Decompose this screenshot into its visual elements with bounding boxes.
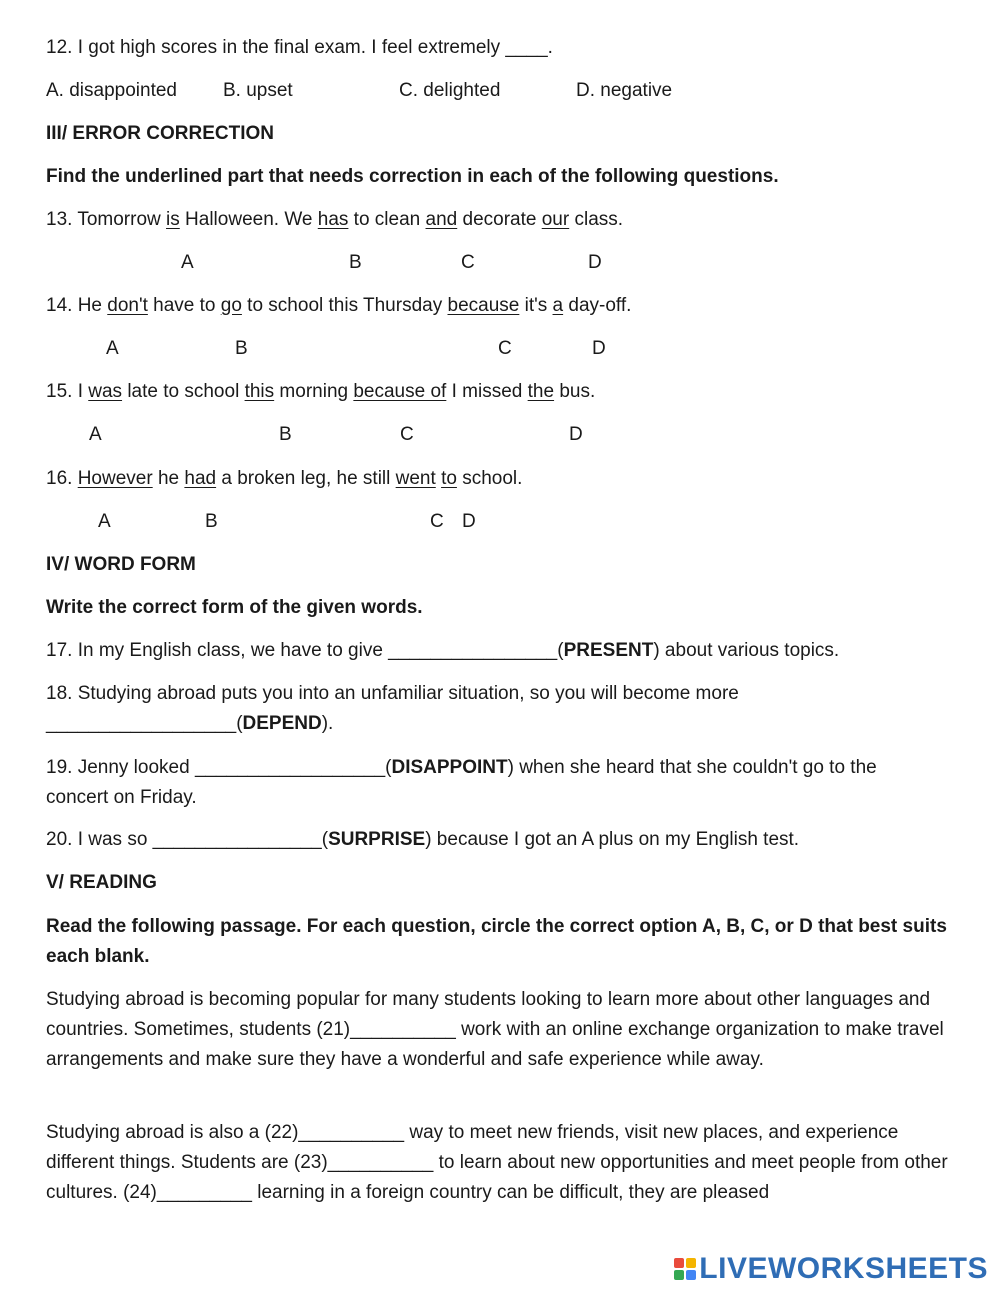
underlined-part-d[interactable]: our [541,209,570,230]
question-18: 18. Studying abroad puts you into an unfamiliar situation, so you will become more [46,683,739,704]
logo-square-blue [686,1270,696,1280]
underlined-part-b[interactable]: has [317,209,349,230]
underlined-part-b[interactable]: go [220,295,242,316]
section-5-instruction: Read the following passage. For each question, circle the correct option A, B, C, or D that best suits each blank. [46,916,947,967]
section-4-title: IV/ WORD FORM [46,554,196,575]
letter-b: B [205,511,218,532]
underlined-part-d[interactable]: to [441,468,457,489]
section-5-title: V/ READING [46,872,157,893]
letter-c: C [400,424,414,445]
reading-paragraph-2: Studying abroad is also a (22)__________ way to meet new friends, visit new places, and experience different things. Students are (23)__________ to learn about new opportunities and meet people from other cultures. (24)_________ learning in a foreign country can be difficult, they are pleased [46,1122,948,1203]
logo-square-green [674,1270,684,1280]
letter-c: C [430,511,444,532]
letter-c: C [461,252,475,273]
given-word: DISAPPOINT [391,757,508,778]
letter-a: A [181,252,194,273]
underlined-part-c[interactable]: because [447,295,520,316]
underlined-part-d[interactable]: a [552,295,564,316]
underlined-part-b[interactable]: this [244,381,275,402]
letter-b: B [235,338,248,359]
underlined-part-a[interactable]: was [88,381,123,402]
question-17: 17. In my English class, we have to give ________________(PRESENT) about various topics. [46,640,840,661]
letter-c: C [498,338,512,359]
question-19-line-2: concert on Friday. [46,787,197,808]
underlined-part-a[interactable]: don't [107,295,148,316]
underlined-part-c[interactable]: because of [353,381,447,402]
section-4-instruction: Write the correct form of the given words. [46,597,423,618]
underlined-part-d[interactable]: the [527,381,555,402]
question-18-line-2: __________________(DEPEND). [46,713,334,734]
underlined-part-c[interactable]: went [395,468,436,489]
logo-square-yellow [686,1258,696,1268]
logo-icon [674,1258,696,1280]
option-b[interactable]: B. upset [223,80,293,101]
given-word: PRESENT [563,640,654,661]
underlined-part-c[interactable]: and [425,209,458,230]
option-a[interactable]: A. disappointed [46,80,177,101]
underlined-part-a[interactable]: However [77,468,153,489]
question-12: 12. I got high scores in the final exam. I feel extremely ____. [46,37,553,58]
letter-b: B [279,424,292,445]
letter-d: D [592,338,606,359]
given-word: DEPEND [242,713,322,734]
option-d[interactable]: D. negative [576,80,673,101]
question-19: 19. Jenny looked __________________(DISAPPOINT) when she heard that she couldn't go to the [46,757,877,778]
letter-a: A [98,511,111,532]
question-12-options [46,76,946,106]
letter-a: A [106,338,119,359]
letter-a: A [89,424,102,445]
letter-d: D [569,424,583,445]
underlined-part-b[interactable]: had [184,468,217,489]
option-c[interactable]: C. delighted [399,80,501,101]
letter-d: D [462,511,476,532]
question-16: 16. However he had a broken leg, he still went to school. [46,468,523,489]
question-20: 20. I was so ________________(SURPRISE) because I got an A plus on my English test. [46,829,800,850]
letter-d: D [588,252,602,273]
liveworksheets-logo[interactable] [674,1252,988,1286]
logo-square-red [674,1258,684,1268]
given-word: SURPRISE [328,829,426,850]
underlined-part-a[interactable]: is [166,209,180,230]
section-3-instruction: Find the underlined part that needs correction in each of the following questions. [46,166,779,187]
letter-b: B [349,252,362,273]
logo-text: LIVEWORKSHEETS [699,1252,988,1285]
question-13: 13. Tomorrow is Halloween. We has to clean and decorate our class. [46,209,624,230]
question-15: 15. I was late to school this morning because of I missed the bus. [46,381,596,402]
question-14: 14. He don't have to go to school this Thursday because it's a day-off. [46,295,632,316]
section-3-title: III/ ERROR CORRECTION [46,123,275,144]
reading-paragraph-1: Studying abroad is becoming popular for many students looking to learn more about other languages and countries. Sometimes, students (21)__________ work with an online exchange organization to make travel arrangements and make sure they have a wonderful and safe experience while away. [46,989,944,1070]
